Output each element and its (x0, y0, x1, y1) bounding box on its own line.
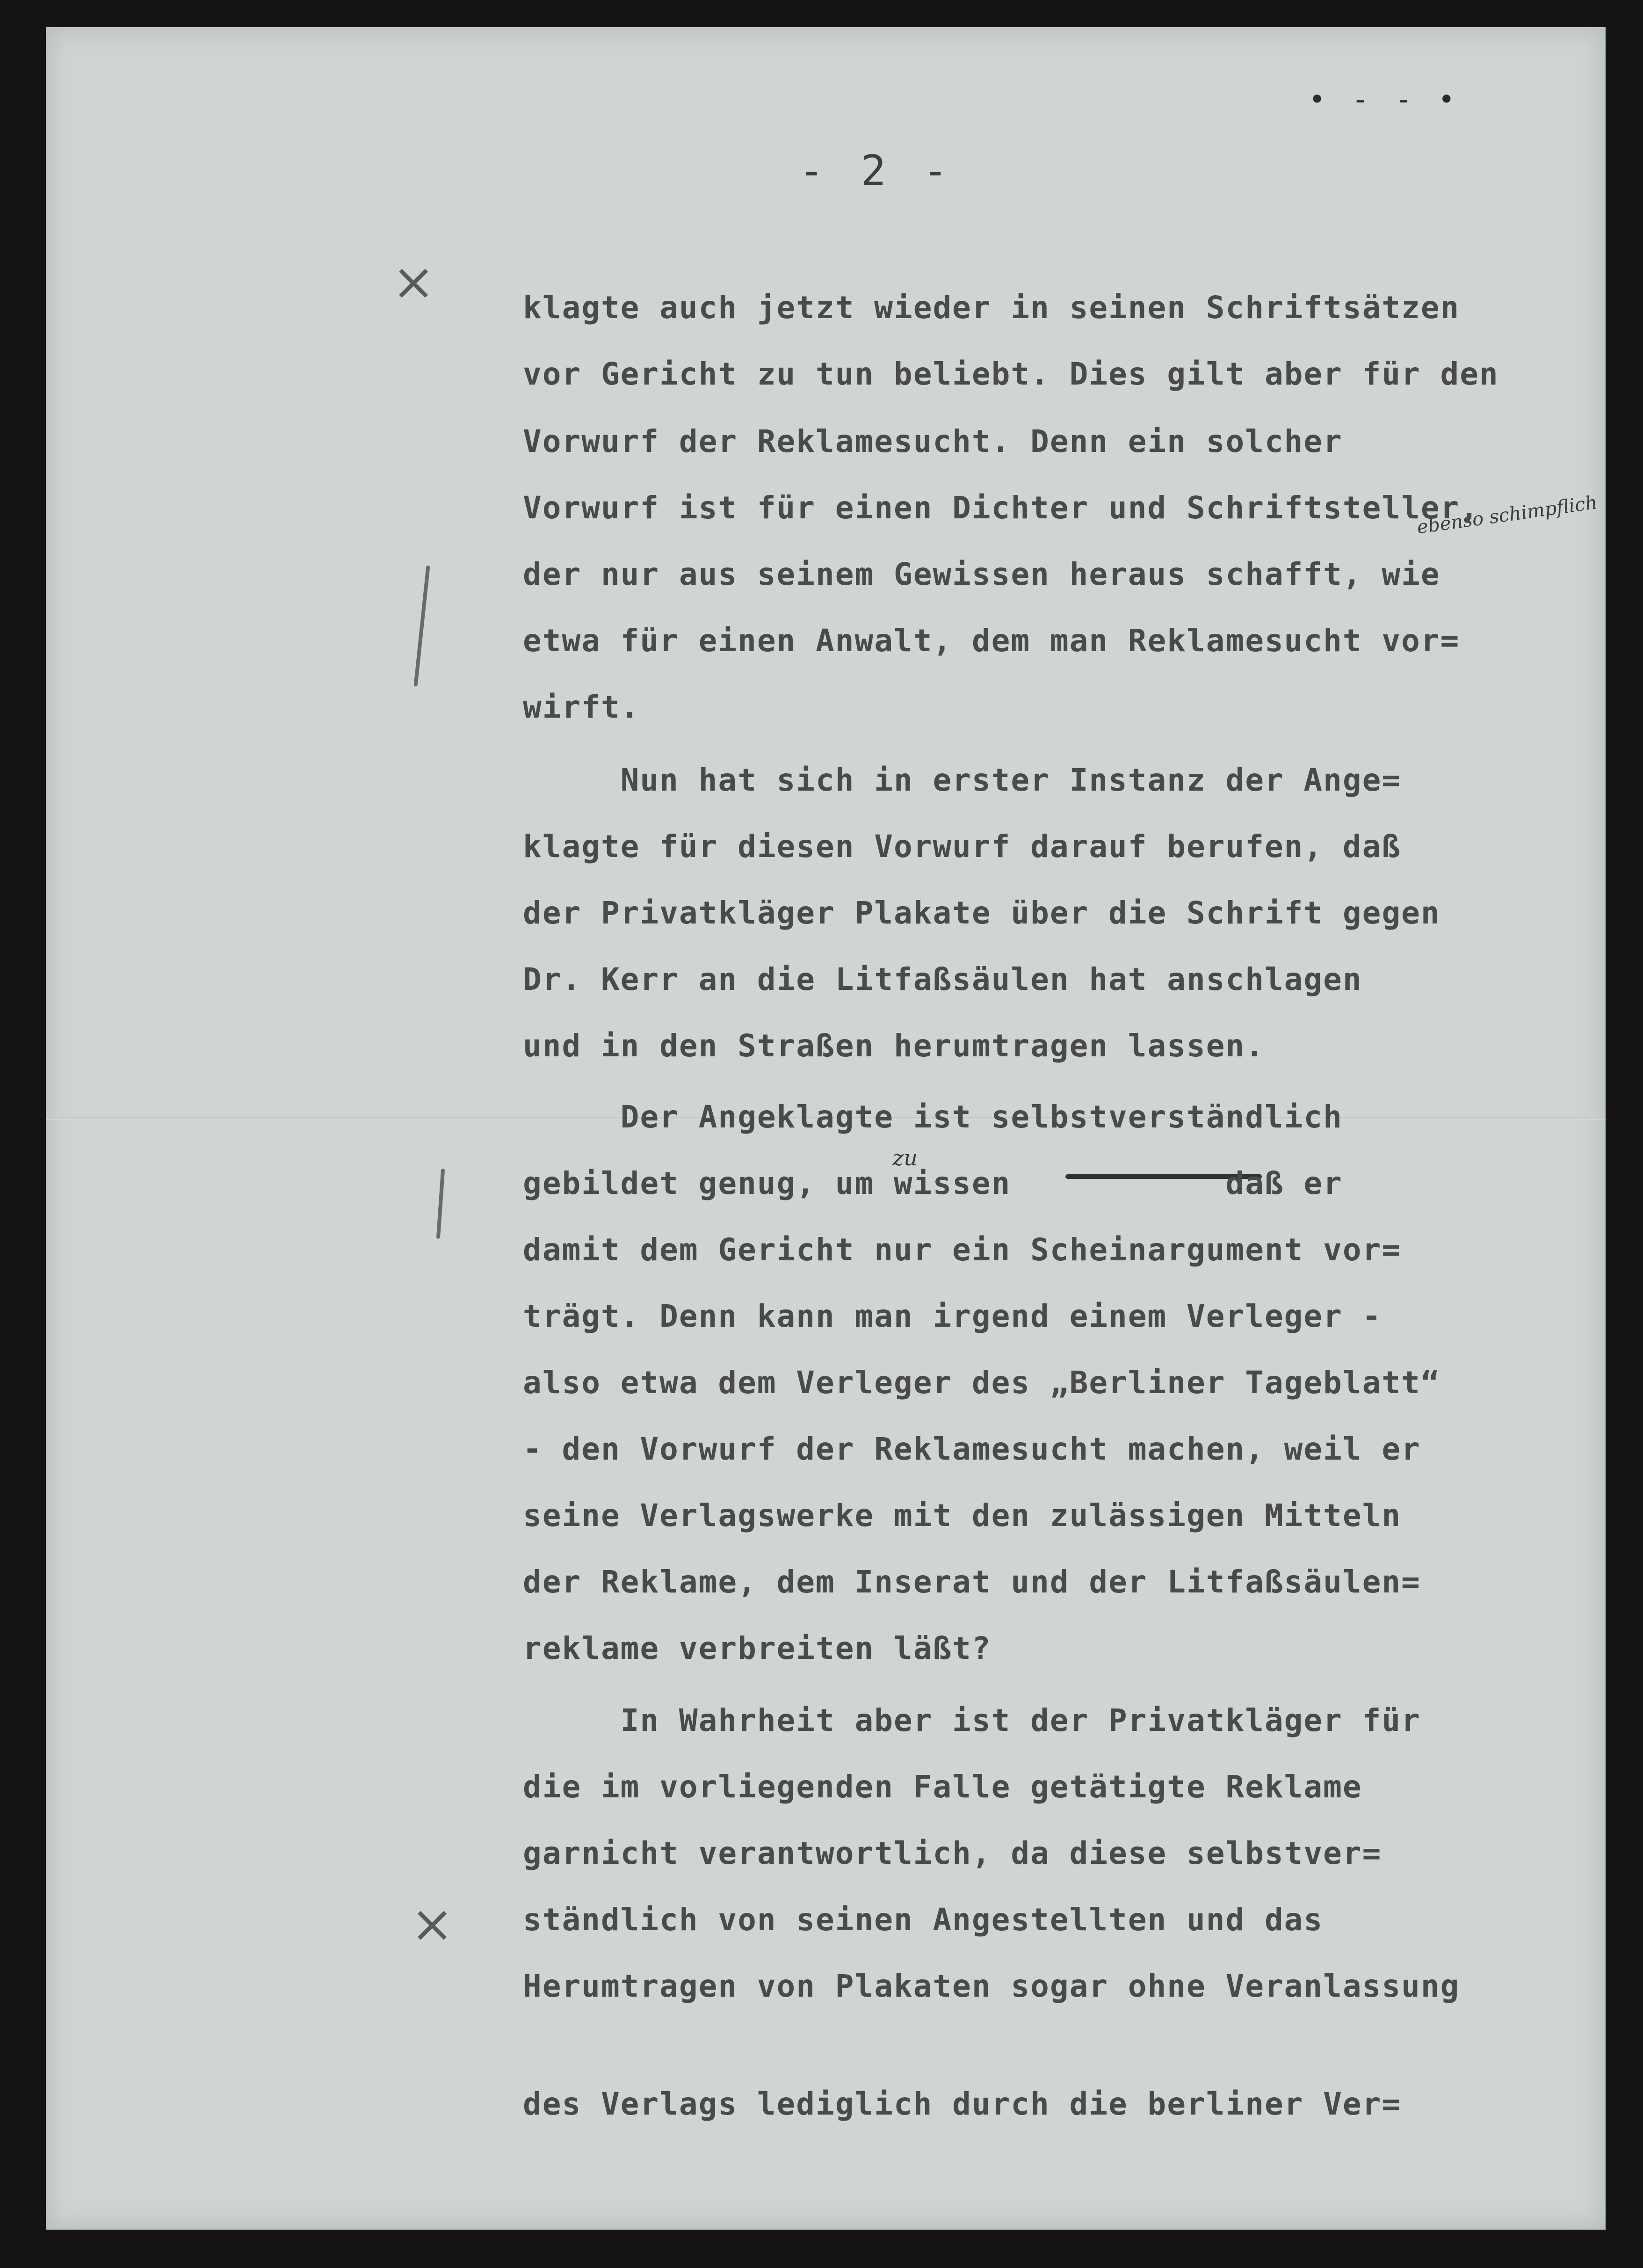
text-line: und in den Straßen herumtragen lassen. (523, 1028, 1265, 1064)
margin-cross-mark: × (411, 1894, 454, 1954)
text-line: etwa für einen Anwalt, dem man Reklamesucht vor= (523, 623, 1460, 659)
text-line: Vorwurf ist für einen Dichter und Schriftsteller, (523, 490, 1480, 526)
text-line: Dr. Kerr an die Litfaßsäulen hat anschlagen (523, 961, 1362, 997)
text-line: wirft. (523, 689, 640, 725)
text-line: Vorwurf der Reklamesucht. Denn ein solcher (523, 423, 1343, 459)
text-line: garnicht verantwortlich, da diese selbstver= (523, 1835, 1382, 1871)
text-line: ständlich von seinen Angestellten und das (523, 1902, 1324, 1938)
text-line: der Privatkläger Plakate über die Schrift gegen (523, 895, 1440, 931)
text-line: die im vorliegenden Falle getätigte Reklame (523, 1769, 1362, 1805)
text-line: Herumtragen von Plakaten sogar ohne Veranlassung (523, 1968, 1460, 2004)
margin-bar-mark (413, 565, 430, 686)
text-line: gebildet genug, um wissen daß er (523, 1165, 1343, 1201)
text-line: seine Verlagswerke mit den zulässigen Mitteln (523, 1497, 1402, 1534)
margin-bar-mark (436, 1169, 445, 1239)
handwritten-insertion: ebenso schimpflich (1415, 492, 1599, 538)
text-line: In Wahrheit aber ist der Privatkläger für (523, 1702, 1421, 1738)
text-line: klagte auch jetzt wieder in seinen Schriftsätzen (523, 290, 1460, 326)
margin-cross-mark: × (392, 252, 435, 312)
text-line: des Verlags lediglich durch die berliner Ver= (523, 2086, 1402, 2122)
text-line: reklame verbreiten läßt? (523, 1630, 992, 1666)
page-number: - 2 - (799, 146, 954, 196)
text-line: Nun hat sich in erster Instanz der Ange= (523, 762, 1402, 798)
text-line: Der Angeklagte ist selbstverständlich (523, 1099, 1343, 1135)
text-line: also etwa dem Verleger des „Berliner Tageblatt“ (523, 1365, 1440, 1401)
text-line: klagte für diesen Vorwurf darauf berufen, daß (523, 829, 1402, 865)
text-line: damit dem Gericht nur ein Scheinargument vor= (523, 1232, 1402, 1268)
text-line: der nur aus seinem Gewissen heraus schafft, wie (523, 556, 1440, 592)
top-marks: • - - • (1309, 83, 1460, 116)
document-page (46, 27, 1606, 2230)
text-line: der Reklame, dem Inserat und der Litfaßsäulen= (523, 1564, 1421, 1600)
handwritten-insertion: zu (892, 1145, 918, 1170)
text-line: - den Vorwurf der Reklamesucht machen, weil er (523, 1431, 1421, 1467)
text-line: vor Gericht zu tun beliebt. Dies gilt aber für den (523, 356, 1499, 392)
text-line: trägt. Denn kann man irgend einem Verleger - (523, 1298, 1382, 1334)
